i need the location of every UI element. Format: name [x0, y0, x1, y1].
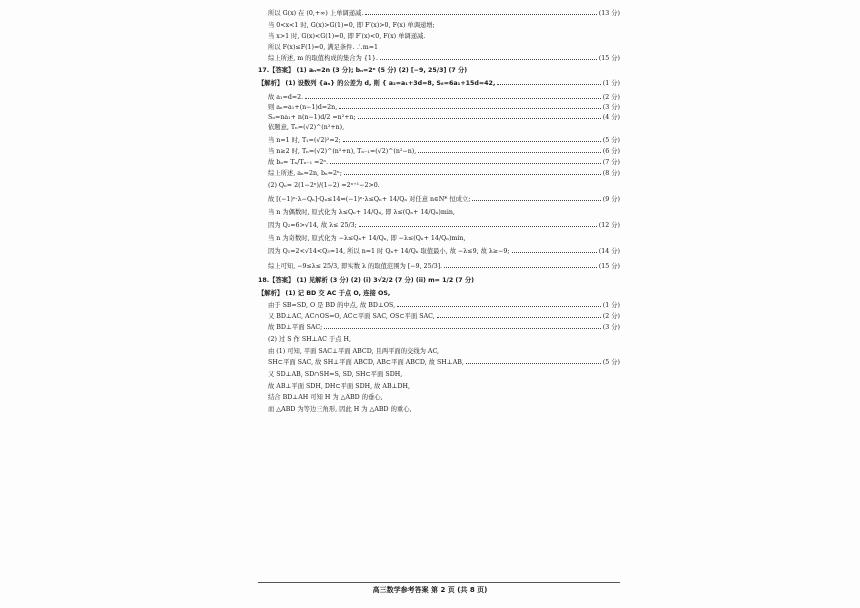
score-label: (6 分)	[602, 148, 620, 155]
line-text: 依题意, Tₙ=(√2)^(n²+n),	[268, 124, 345, 131]
text-line	[268, 44, 620, 52]
line-text: 当 n=1 时, T₁=(√2)²=2;	[268, 137, 341, 144]
line-text: 【解析】 (1) 记 BD 交 AC 于点 O, 连接 OS,	[258, 290, 391, 297]
line-text: 当 0<x<1 时, G(x)>G(1)=0, 即 F′(x)>0, F(x) 单调递增;	[268, 22, 435, 29]
line-text: 综上所述, aₙ=2n, bₙ=2ⁿ;	[268, 170, 342, 177]
line-text: 又 BD⊥AC, AC∩OS=O, AC⊂平面 SAC, OS⊂平面 SAC,	[268, 313, 435, 320]
dot-leader	[305, 98, 601, 99]
text-line	[268, 94, 620, 102]
text-line	[268, 371, 620, 379]
text-line	[268, 10, 620, 18]
line-text: 由 (1) 可知, 平面 SAC⊥平面 ABCD, 且两平面的交线为 AC,	[268, 348, 440, 355]
score-label: (14 分)	[598, 248, 620, 255]
text-line	[268, 394, 620, 402]
line-text: 由于 SB=SD, O 是 BD 的中点, 故 BD⊥OS,	[268, 302, 396, 309]
text-line	[268, 235, 620, 243]
line-text: 又 SD⊥AB, SD∩SH=S, SD, SH⊂平面 SDH,	[268, 371, 403, 378]
score-label: (15 分)	[598, 263, 620, 270]
text-line	[268, 114, 620, 122]
line-text: 当 n≥2 时, Tₙ=(√2)^(n²+n), Tₙ₋₁=(√2)^(n²−n),	[268, 148, 417, 155]
dot-leader	[512, 252, 597, 253]
text-line	[268, 209, 620, 217]
score-label: (4 分)	[602, 114, 620, 121]
dot-leader	[330, 163, 601, 164]
score-label: (2 分)	[602, 94, 620, 101]
score-label: (1 分)	[602, 302, 620, 309]
dot-leader	[397, 306, 601, 307]
line-text: 当 n 为奇数时, 原式化为 −λ≤Qₙ+ 14/Qₙ, 即 −λ≤(Qₙ+ 14/Qₙ)min,	[268, 235, 466, 242]
line-text: (2) 过 S 作 SH⊥AC 于点 H,	[268, 336, 352, 343]
text-line	[268, 159, 620, 167]
text-line	[268, 263, 620, 271]
dot-leader	[324, 328, 600, 329]
text-line	[268, 22, 620, 30]
text-line	[258, 80, 620, 88]
text-line	[268, 336, 620, 344]
dot-leader	[380, 59, 597, 60]
line-text: 因为 Q₂=6>√14, 故 λ≤ 25/3;	[268, 222, 357, 229]
dot-leader	[339, 108, 601, 109]
dot-leader	[472, 200, 600, 201]
dot-leader	[343, 141, 601, 142]
line-text: 结合 BD⊥AH 可知 H 为 △ABD 的垂心,	[268, 394, 383, 401]
line-text: SH⊂平面 SAC, 故 SH⊥平面 ABCD, AB⊂平面 ABCD, 故 SH⊥AB,	[268, 359, 464, 366]
line-text: 故 bₙ= Tₙ/Tₙ₋₁ =2ⁿ.	[268, 159, 329, 166]
dot-leader	[359, 226, 597, 227]
text-line	[268, 182, 620, 190]
text-line	[268, 406, 620, 414]
text-line	[258, 277, 620, 285]
text-line	[268, 248, 620, 256]
page-footer: 高三数学参考答案 第 2 页 (共 8 页)	[372, 586, 488, 594]
dot-leader	[437, 317, 601, 318]
line-text: 当 n 为偶数时, 原式化为 λ≤Qₙ+ 14/Qₙ, 即 λ≤(Qₙ+ 14/Qₙ)min,	[268, 209, 455, 216]
line-text: 【解析】 (1) 设数列 {aₙ} 的公差为 d, 则 { a₂=a₁+3d=8, S₆=6a₁+15d=42,	[258, 80, 496, 87]
line-text: Sₙ=na₁+ n(n−1)d/2 =n²+n;	[268, 114, 356, 121]
dot-leader	[418, 152, 601, 153]
line-text: (2) Qₙ= 2(1−2ⁿ)/(1−2) =2ⁿ⁺¹−2>0.	[268, 182, 380, 189]
line-text: 故 a₁=d=2.	[268, 94, 304, 101]
score-label: (7 分)	[602, 159, 620, 166]
dot-leader	[365, 14, 596, 15]
text-line	[268, 302, 620, 310]
score-label: (12 分)	[598, 222, 620, 229]
dot-leader	[497, 84, 600, 85]
line-text: 所以 F(x)≤F(1)=0, 满足条件. ∴m=1	[268, 44, 379, 51]
line-text: 故 BD⊥平面 SAC;	[268, 324, 323, 331]
text-line	[268, 104, 620, 112]
text-line	[268, 348, 620, 356]
text-line	[268, 137, 620, 145]
line-text: 18.【答案】 (1) 见解析 (3 分) (2) (i) 3√2/2 (7 分) (ii) m= 1/2 (7 分)	[258, 277, 475, 284]
score-label: (5 分)	[602, 137, 620, 144]
score-label: (3 分)	[602, 104, 620, 111]
text-line	[258, 67, 620, 75]
line-text: 故 [(−1)ⁿ·λ−Qₙ]·Qₙ≤14⇔(−1)ⁿ·λ≤Qₙ+ 14/Qₙ 对任意 n∈N* 恒成立;	[268, 196, 471, 203]
line-text: 而 △ABD 为等边三角形, 因此 H 为 △ABD 的重心,	[268, 406, 412, 413]
text-line	[268, 222, 620, 230]
score-label: (13 分)	[598, 10, 620, 17]
dot-leader	[358, 118, 601, 119]
text-line	[258, 290, 620, 298]
text-line	[268, 313, 620, 321]
dot-leader	[466, 363, 601, 364]
text-line	[268, 55, 620, 63]
score-label: (15 分)	[598, 55, 620, 62]
line-text: 综上可知, −9≤λ≤ 25/3, 即实数 λ 的取值范围为 [−9, 25/3].	[268, 263, 443, 270]
footer-rule	[258, 582, 620, 583]
line-text: 则 aₙ=a₁+(n−1)d=2n,	[268, 104, 338, 111]
text-line	[268, 359, 620, 367]
score-label: (2 分)	[602, 313, 620, 320]
text-line	[268, 148, 620, 156]
line-text: 17.【答案】 (1) aₙ=2n (3 分); bₙ=2ⁿ (5 分) (2) [−9, 25/3] (7 分)	[258, 67, 468, 74]
line-text: 综上所述, m 的取值构成的集合为 {1}.	[268, 55, 378, 62]
line-text: 当 x>1 时, G(x)<G(1)=0, 即 F′(x)<0, F(x) 单调递减.	[268, 33, 426, 40]
text-line	[268, 383, 620, 391]
score-label: (9 分)	[602, 196, 620, 203]
line-text: 所以 G(x) 在 (0,+∞) 上单调递减.	[268, 10, 364, 17]
text-line	[268, 170, 620, 178]
line-text: 因为 Q₁=2<√14<Q₃=14, 所以 n=1 时 Qₙ+ 14/Qₙ 取值最小, 故 −λ≤9, 故 λ≥−9;	[268, 248, 510, 255]
text-line	[268, 324, 620, 332]
score-label: (3 分)	[602, 324, 620, 331]
score-label: (1 分)	[602, 80, 620, 87]
score-label: (8 分)	[602, 170, 620, 177]
line-text: 故 AB⊥平面 SDH, DH⊂平面 SDH, 故 AB⊥DH,	[268, 383, 411, 390]
dot-leader	[344, 174, 601, 175]
text-line	[268, 124, 620, 132]
text-line	[268, 33, 620, 41]
dot-leader	[444, 267, 597, 268]
score-label: (5 分)	[602, 359, 620, 366]
text-line	[268, 196, 620, 204]
